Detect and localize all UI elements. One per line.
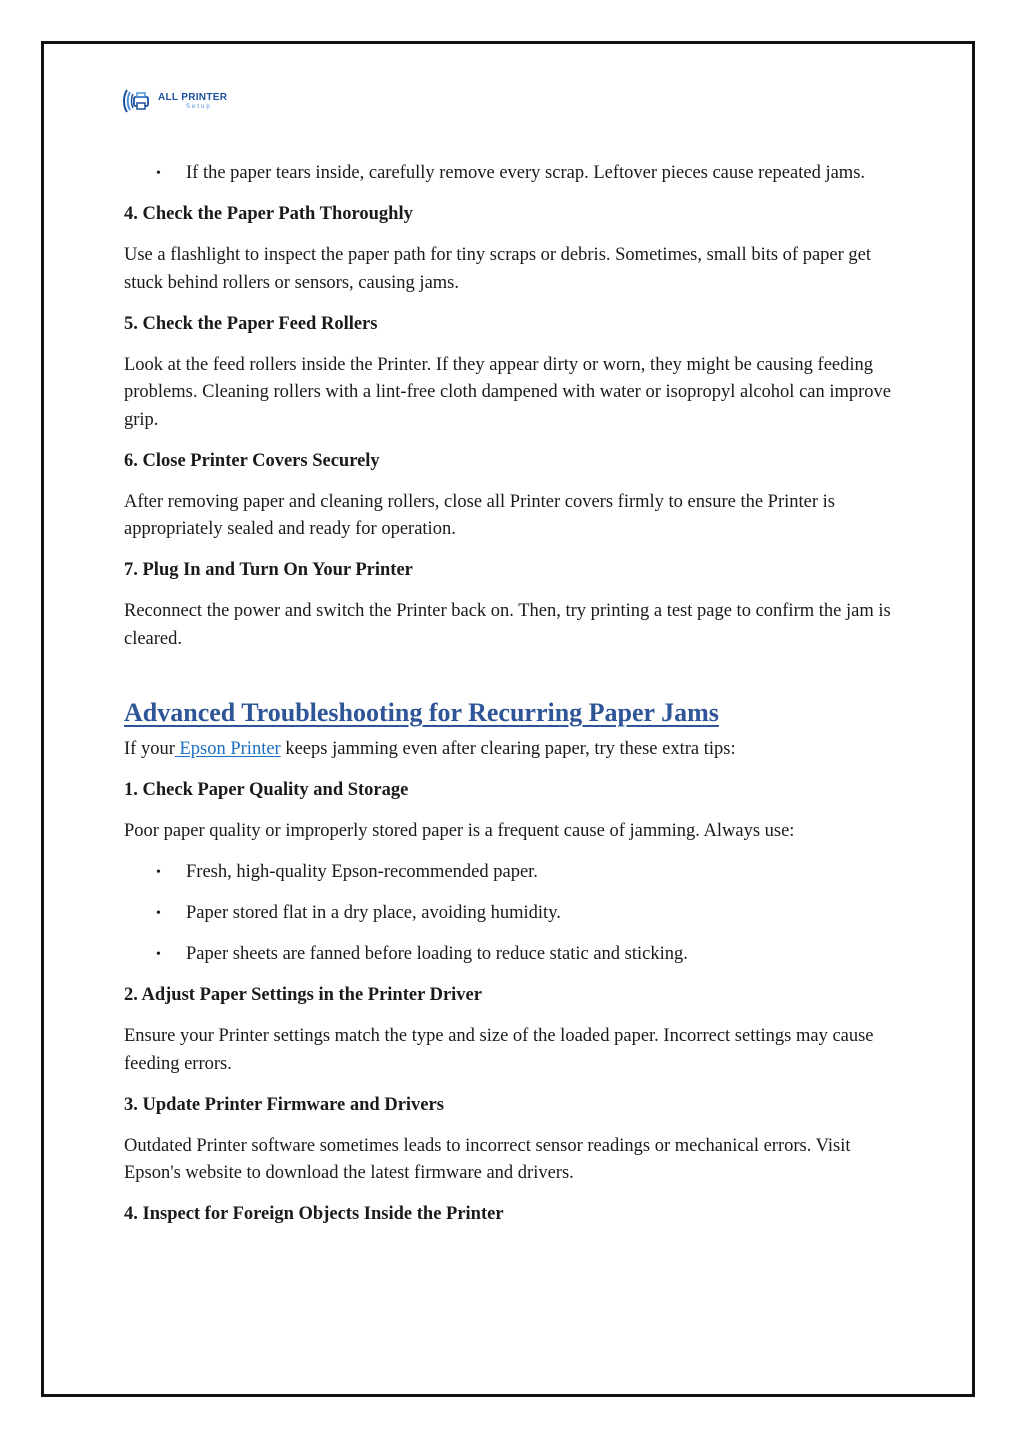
list-item-text: Fresh, high-quality Epson-recommended paper.	[186, 862, 538, 882]
step-heading: 6. Close Printer Covers Securely	[124, 450, 380, 471]
list-item-text: Paper stored flat in a dry place, avoiding humidity.	[186, 903, 561, 923]
brand-logo[interactable]	[122, 86, 227, 116]
bullet-list-top	[124, 160, 904, 188]
logo-subtitle: Setup	[186, 103, 212, 110]
step-heading: 7. Plug In and Turn On Your Printer	[124, 560, 413, 580]
bullet-icon: •	[156, 865, 161, 880]
logo-name: ALL PRINTER	[158, 91, 228, 103]
step-heading: 3. Update Printer Firmware and Drivers	[124, 1094, 444, 1115]
step-heading: 4. Inspect for Foreign Objects Inside the Printer	[124, 1204, 504, 1224]
step-heading: 1. Check Paper Quality and Storage	[124, 780, 409, 800]
list-item	[124, 941, 904, 969]
step-body: Ensure your Printer settings match the type and size of the loaded paper. Incorrect settings may cause feeding errors.	[124, 1026, 874, 1074]
section-title: Advanced Troubleshooting for Recurring Paper Jams	[124, 698, 719, 727]
list-item	[124, 900, 904, 928]
step-heading: 4. Check the Paper Path Thoroughly	[124, 204, 413, 224]
paper-tips-list	[124, 859, 904, 969]
document-body	[124, 160, 904, 1242]
epson-printer-link[interactable]: Epson Printer	[174, 739, 281, 759]
step-body: Reconnect the power and switch the Printer back on. Then, try printing a test page to confirm the jam is cleared.	[124, 601, 891, 649]
section-intro	[124, 736, 904, 764]
step-body: After removing paper and cleaning rollers, close all Printer covers firmly to ensure the Printer is appropriately sealed and ready for operation.	[124, 491, 835, 539]
list-item	[124, 859, 904, 887]
intro-text-before: If your	[124, 739, 175, 759]
bullet-icon: •	[156, 166, 161, 181]
bullet-icon: •	[156, 947, 161, 962]
step-heading: 5. Check the Paper Feed Rollers	[124, 313, 378, 334]
step-body: Use a flashlight to inspect the paper path for tiny scraps or debris. Sometimes, small bits of paper get stuck behind rollers or sensors, causing jams.	[124, 245, 872, 293]
step-body: Look at the feed rollers inside the Printer. If they appear dirty or worn, they might be causing feeding problems. Cleaning rollers with a lint-free cloth dampened with water or isopropyl alcohol can improve grip.	[124, 354, 892, 430]
step-body: Outdated Printer software sometimes leads to incorrect sensor readings or mechanical errors. Visit Epson's website to download the latest firmware and drivers.	[124, 1135, 851, 1183]
intro-text-after: keeps jamming even after clearing paper, try these extra tips:	[280, 739, 736, 759]
bullet-icon: •	[156, 906, 161, 921]
list-item	[124, 160, 904, 188]
list-item-text: Paper sheets are fanned before loading to reduce static and sticking.	[186, 944, 688, 964]
step-body: Poor paper quality or improperly stored paper is a frequent cause of jamming. Always use:	[124, 821, 795, 841]
printer-logo-icon	[122, 86, 152, 116]
step-heading: 2. Adjust Paper Settings in the Printer Driver	[124, 985, 482, 1005]
list-item-text: If the paper tears inside, carefully remove every scrap. Leftover pieces cause repeated jams.	[186, 163, 866, 183]
